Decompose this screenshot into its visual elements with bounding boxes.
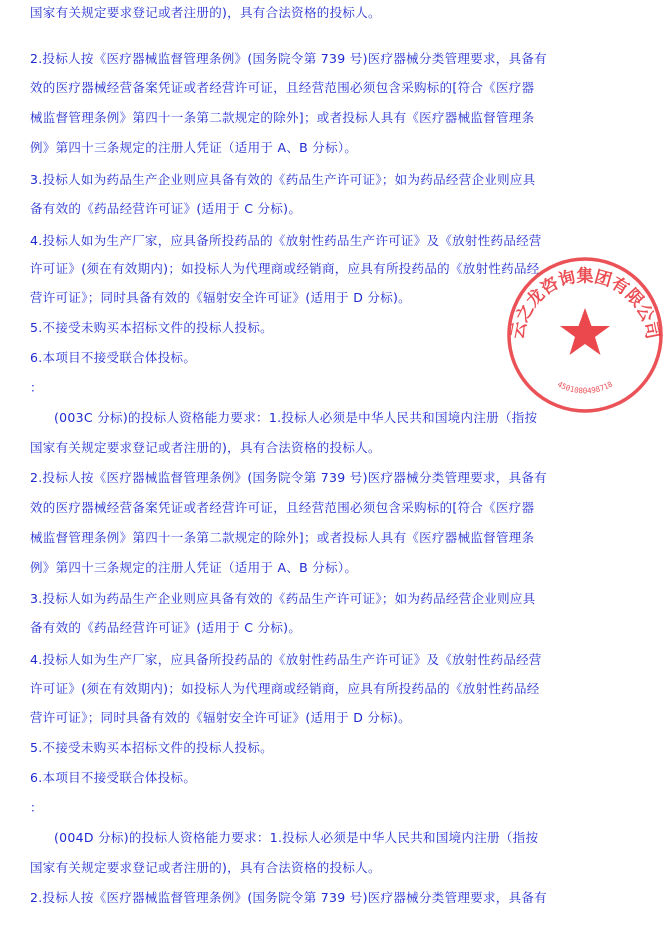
text-line: 械监督管理条例》第四十一条第二款规定的除外]；或者投标人具有《医疗器械监督管理条 — [30, 110, 535, 125]
text-line: 械监督管理条例》第四十一条第二款规定的除外]；或者投标人具有《医疗器械监督管理条 — [30, 530, 535, 545]
text-line: 效的医疗器械经营备案凭证或者经营许可证，且经营范围必须包含采购标的[符合《医疗器 — [30, 80, 535, 95]
text-line: 营许可证》；同时具备有效的《辐射安全许可证》(适用于 D 分标)。 — [30, 290, 411, 305]
text-line: 5.不接受未购买本招标文件的投标人投标。 — [30, 320, 273, 335]
text-line: 效的医疗器械经营备案凭证或者经营许可证，且经营范围必须包含采购标的[符合《医疗器 — [30, 500, 535, 515]
seal-number-text: 4501080498718 — [555, 379, 615, 396]
text-line: 3.投标人如为药品生产企业则应具备有效的《药品生产许可证》；如为药品经营企业则应具 — [30, 172, 536, 187]
text-line: 2.投标人按《医疗器械监督管理条例》(国务院令第 739 号)医疗器械分类管理要求，具备有 — [30, 470, 547, 485]
text-line: 例》第四十三条规定的注册人凭证（适用于 A、B 分标）。 — [30, 560, 358, 575]
text-line: 4.投标人如为生产厂家，应具备所投药品的《放射性药品生产许可证》及《放射性药品经营 — [30, 652, 542, 667]
text-line: ： — [30, 800, 43, 815]
text-line: (004D 分标)的投标人资格能力要求：1.投标人必须是中华人民共和国境内注册（指按 — [54, 830, 539, 845]
text-line: 国家有关规定要求登记或者注册的)，具有合法资格的投标人。 — [30, 860, 381, 875]
text-line: ： — [30, 380, 43, 395]
text-line: 例》第四十三条规定的注册人凭证（适用于 A、B 分标）。 — [30, 140, 358, 155]
text-line: 2.投标人按《医疗器械监督管理条例》(国务院令第 739 号)医疗器械分类管理要求，具备有 — [30, 51, 547, 66]
text-line: 6.本项目不接受联合体投标。 — [30, 770, 197, 785]
text-line: 6.本项目不接受联合体投标。 — [30, 350, 197, 365]
company-seal — [500, 250, 670, 420]
text-line: 许可证》(须在有效期内)；如投标人为代理商或经销商，应具有所投药品的《放射性药品经 — [30, 681, 540, 696]
text-line: 许可证》(须在有效期内)；如投标人为代理商或经销商，应具有所投药品的《放射性药品经 — [30, 261, 540, 276]
seal-name-text: 云之龙咨询集团有限公司 — [507, 266, 663, 341]
text-line: 2.投标人按《医疗器械监督管理条例》(国务院令第 739 号)医疗器械分类管理要求，具备有 — [30, 890, 547, 905]
text-line: (003C 分标)的投标人资格能力要求：1.投标人必须是中华人民共和国境内注册（指按 — [54, 410, 538, 425]
text-line: 国家有关规定要求登记或者注册的)，具有合法资格的投标人。 — [30, 440, 381, 455]
text-line: 3.投标人如为药品生产企业则应具备有效的《药品生产许可证》；如为药品经营企业则应具 — [30, 591, 536, 606]
text-line: 4.投标人如为生产厂家，应具备所投药品的《放射性药品生产许可证》及《放射性药品经营 — [30, 233, 542, 248]
text-line: 备有效的《药品经营许可证》(适用于 C 分标)。 — [30, 201, 302, 216]
text-line: 营许可证》；同时具备有效的《辐射安全许可证》(适用于 D 分标)。 — [30, 710, 411, 725]
text-line: 5.不接受未购买本招标文件的投标人投标。 — [30, 740, 273, 755]
star-icon — [560, 308, 610, 355]
text-line: 国家有关规定要求登记或者注册的)，具有合法资格的投标人。 — [30, 5, 381, 20]
text-line: 备有效的《药品经营许可证》(适用于 C 分标)。 — [30, 620, 302, 635]
